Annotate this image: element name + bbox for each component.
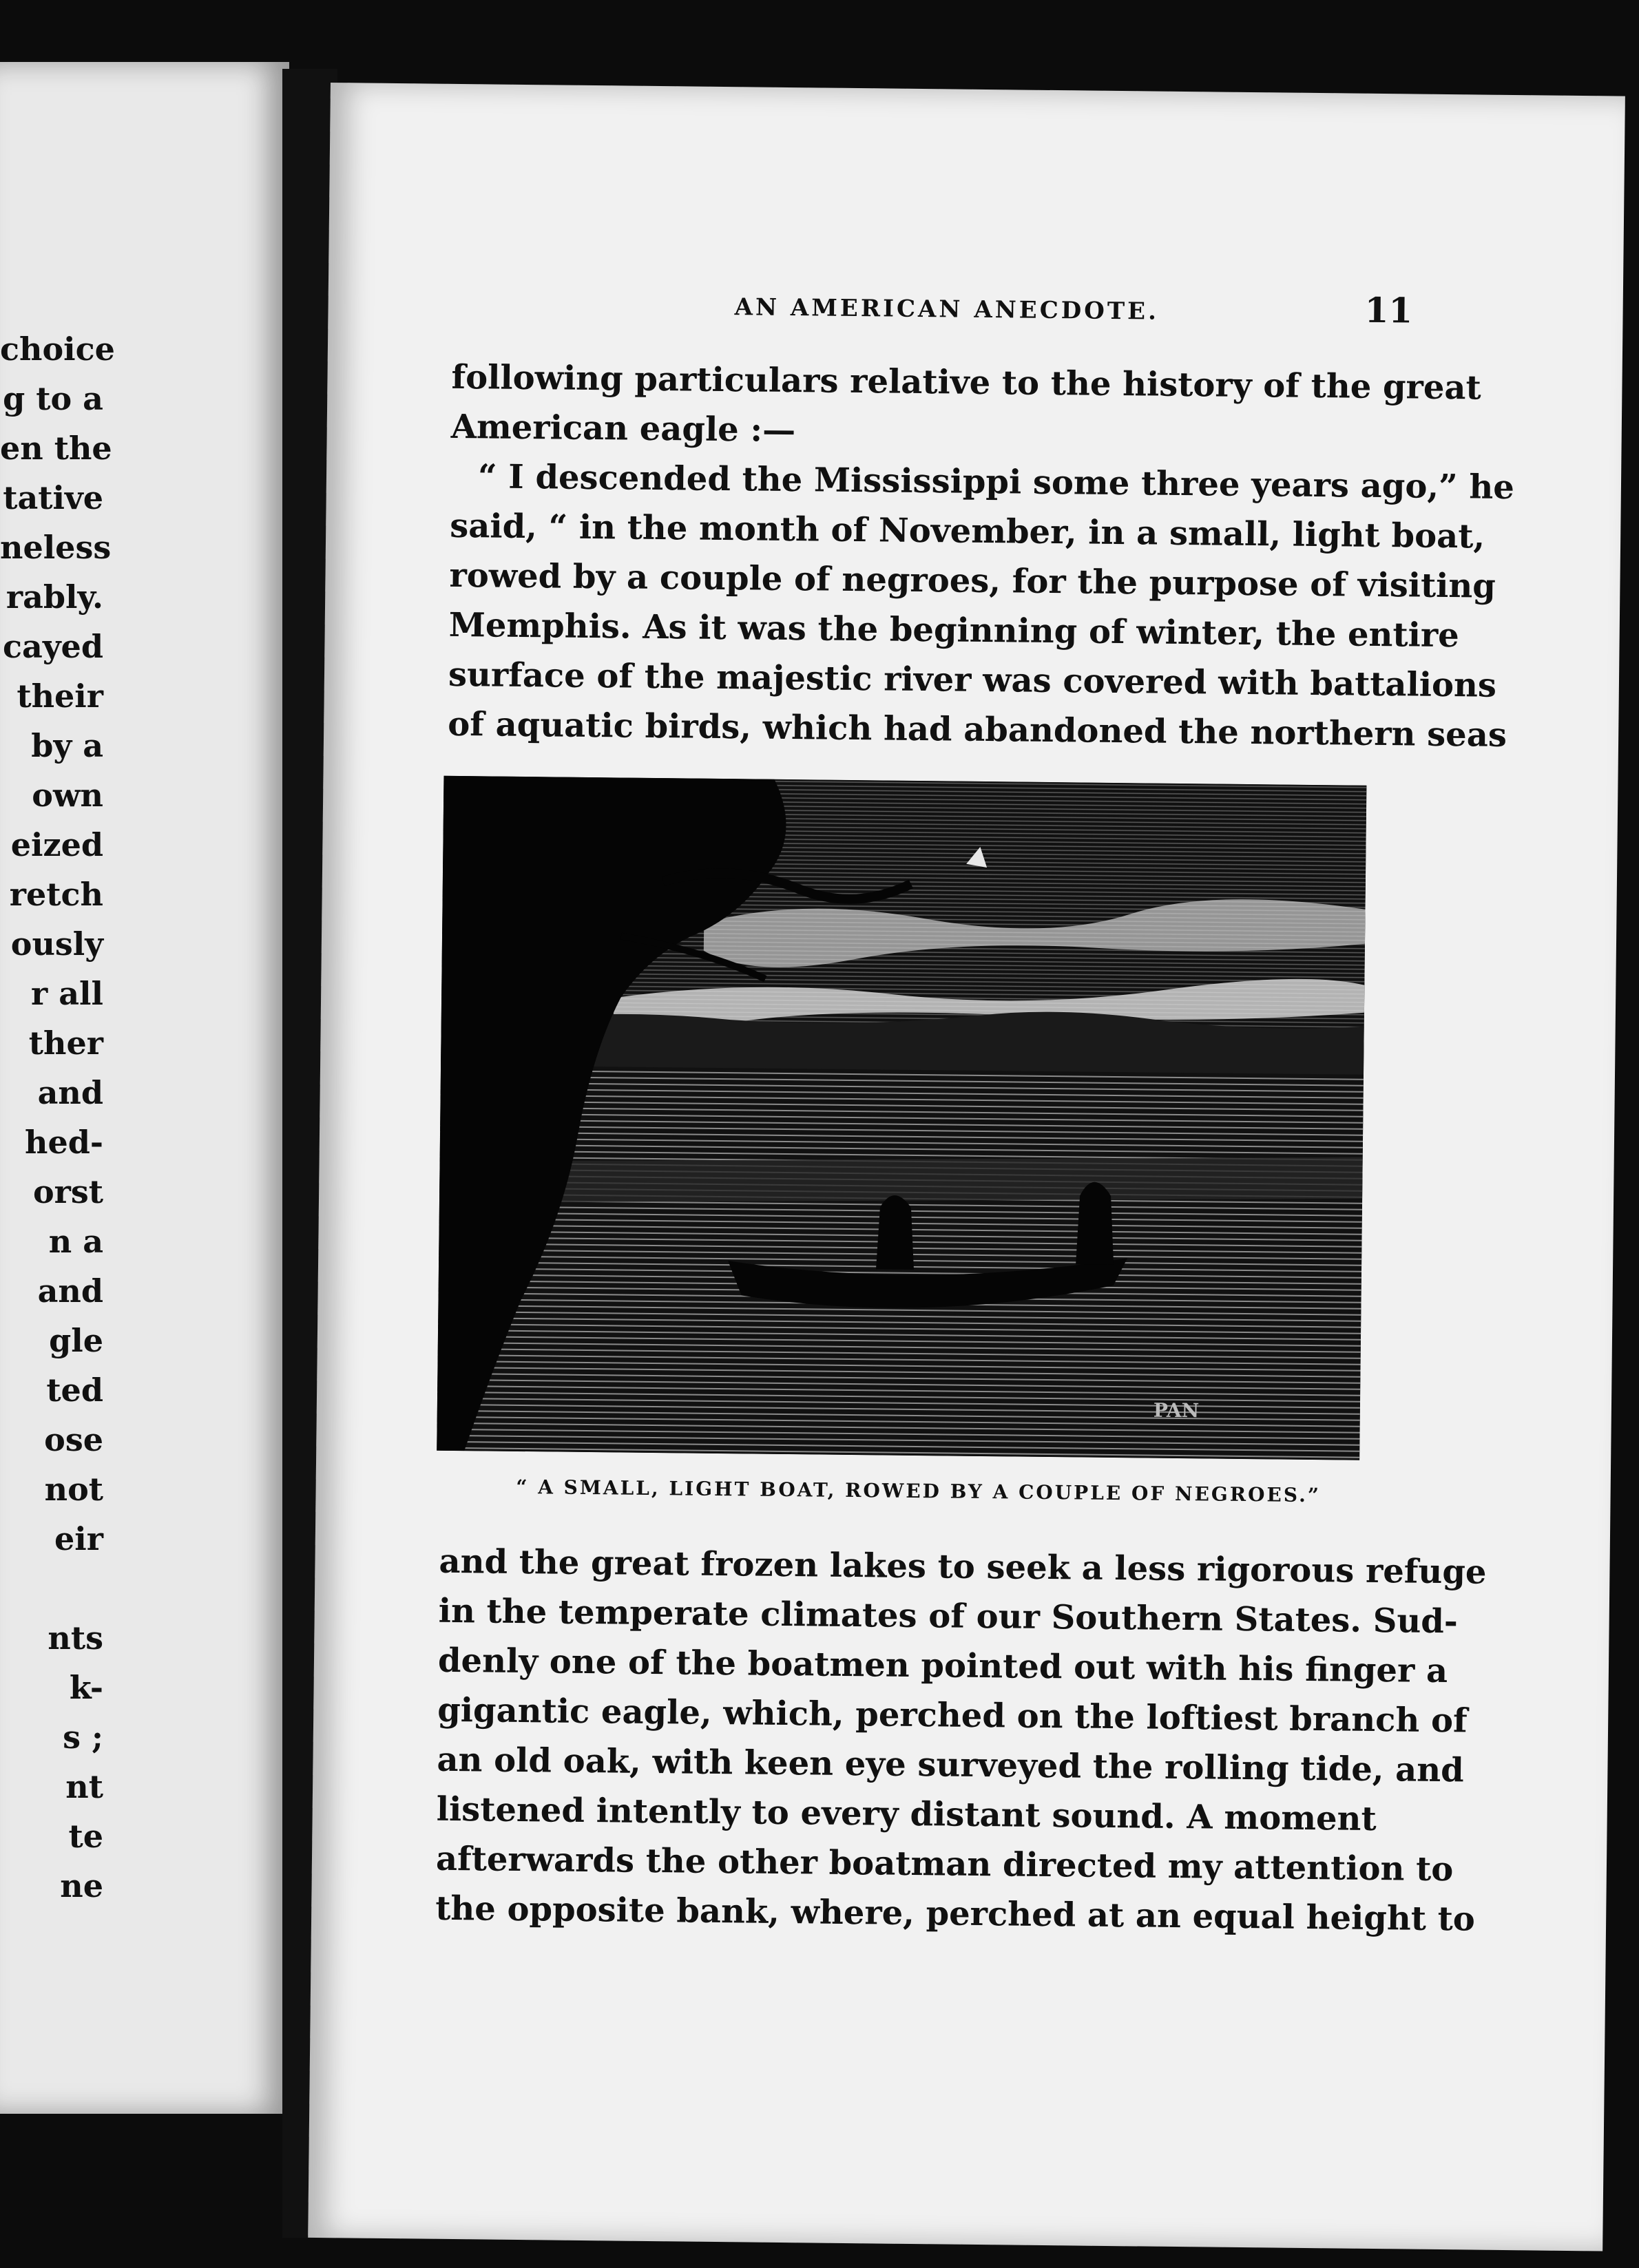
left-page-line: and [37, 1272, 103, 1310]
text-line: gigantic eagle, which, perched on the loftiest branch of [437, 1690, 1468, 1741]
text-line: and the great frozen lakes to seek a less rigorous refuge [439, 1542, 1487, 1592]
left-page-line: choice [0, 330, 115, 368]
engraver-signature: PAN [1153, 1398, 1200, 1422]
left-page-line: orst [32, 1173, 103, 1210]
text-line: following particulars relative to the history of the great [451, 357, 1481, 408]
left-page-line: rably. [6, 578, 103, 616]
text-line: an old oak, with keen eye surveyed the rolling tide, and [437, 1740, 1465, 1790]
text-line: “ I descended the Mississippi some three years ago,” he [477, 457, 1515, 507]
rower-figure [876, 1195, 915, 1270]
left-page-line: gle [49, 1322, 103, 1359]
text-line: afterwards the other boatman directed my attention to [435, 1839, 1454, 1889]
left-page-line: eized [10, 826, 103, 863]
text-line: the opposite bank, where, perched at an equal height to [435, 1889, 1476, 1939]
left-page-line: own [32, 777, 103, 814]
left-page-line: g to a [3, 380, 103, 417]
left-page-line: eir [54, 1520, 103, 1557]
left-page-line: not [44, 1471, 103, 1508]
text-line: surface of the majestic river was covered with battalions [448, 655, 1497, 705]
left-page-line: k- [69, 1669, 103, 1706]
paragraph-bottom [435, 1537, 1487, 1943]
left-page-line: ose [44, 1421, 103, 1458]
left-page-line: s ; [63, 1719, 103, 1756]
left-page-line: en the [0, 430, 112, 467]
left-page-line: nts [48, 1619, 103, 1657]
left-page-line: ously [10, 925, 103, 963]
left-page-line: ne [60, 1867, 103, 1904]
text-line: American eagle :— [450, 407, 796, 450]
left-page-line: r all [30, 975, 103, 1012]
left-page-line: cayed [3, 628, 103, 665]
left-page-line: their [17, 678, 103, 715]
page-number: 11 [1364, 289, 1413, 331]
right-page [308, 83, 1625, 2251]
text-line: of aquatic birds, which had abandoned the northern seas [447, 704, 1507, 755]
running-head: AN AMERICAN ANECDOTE. [734, 293, 1160, 326]
left-page-line: n a [48, 1223, 103, 1260]
text-line: said, “ in the month of November, in a small, light boat, [449, 506, 1485, 556]
left-page-line: by a [31, 727, 103, 764]
text-line: in the temperate climates of our Southern States. Sud- [438, 1591, 1459, 1641]
text-line: rowed by a couple of negroes, for the purpose of visiting [449, 556, 1496, 606]
left-page-line: te [68, 1818, 103, 1855]
left-page-line: neless [0, 529, 112, 566]
left-page-line: ther [28, 1025, 103, 1062]
left-page-line: nt [65, 1768, 103, 1805]
text-line: listened intently to every distant sound. A moment [436, 1789, 1377, 1839]
paragraph-top [447, 353, 1515, 759]
river-scene-engraving [437, 776, 1366, 1460]
left-page [0, 62, 289, 2114]
left-page-line: retch [9, 876, 103, 913]
left-page-line: and [37, 1074, 103, 1111]
left-page-line: hed- [25, 1124, 103, 1161]
text-line: denly one of the boatmen pointed out with his finger a [437, 1641, 1448, 1691]
illustration-caption: “ A SMALL, LIGHT BOAT, ROWED BY A COUPLE OF NEGROES.” [516, 1475, 1322, 1507]
left-page-line: tative [3, 479, 103, 516]
rower-figure [1076, 1182, 1114, 1265]
left-page-line: ted [46, 1372, 103, 1409]
text-line: Memphis. As it was the beginning of winter, the entire [448, 605, 1460, 655]
engraving-illustration [437, 776, 1366, 1460]
